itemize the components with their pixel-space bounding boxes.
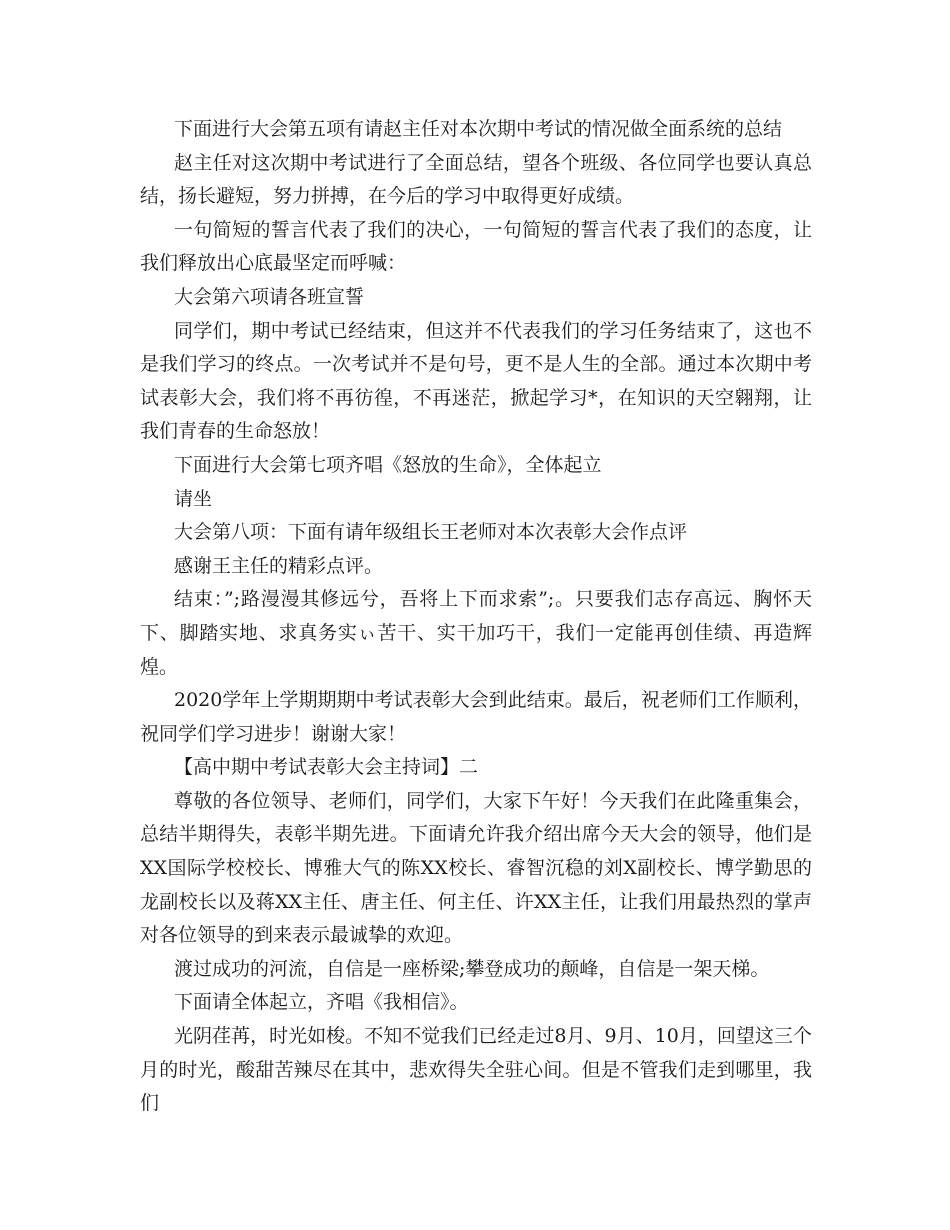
paragraph-please-sit: 请坐 xyxy=(174,487,213,510)
paragraph-confidence: 渡过成功的河流，自信是一座桥梁;攀登成功的颠峰，自信是一架天梯。 xyxy=(174,957,770,980)
paragraph-closing: 结束：”;路漫漫其修远兮，吾将上下而求索”;。只要我们志存高远、胸怀天下、脚踏实地、求真务实ぃ苦干、实干加巧干，我们一定能再创佳绩、再造辉煌。 xyxy=(140,588,812,678)
paragraph-item-5: 下面进行大会第五项有请赵主任对本次期中考试的情况做全面系统的总结 xyxy=(174,118,783,140)
paragraph-item-6: 大会第六项请各班宣誓 xyxy=(174,285,365,308)
paragraph-summary-thanks: 赵主任对这次期中考试进行了全面总结，望各个班级、各位同学也要认真总结，扬长避短，努力拼搏，在今后的学习中取得更好成绩。 xyxy=(140,151,812,208)
document-body xyxy=(140,113,812,1121)
paragraph-meeting-end: 2020学年上学期期期中考试表彰大会到此结束。最后，祝老师们工作顺利，祝同学们学习进步！谢谢大家！ xyxy=(140,689,812,745)
paragraph-thanks-comment: 感谢王主任的精彩点评。 xyxy=(174,554,384,577)
paragraph-item-7: 下面进行大会第七项齐唱《怒放的生命》，全体起立 xyxy=(174,453,602,476)
paragraph-greeting: 尊敬的各位领导、老师们，同学们，大家下午好！今天我们在此隆重集会，总结半期得失，表彰半期先进。下面请允许我介绍出席今天大会的领导，他们是XX国际学校校长、博雅大气的陈XX校长、睿智沉稳的刘X副校长、博学勤思的龙副校长以及蒋XX主任、唐主任、何主任、许XX主任，让我们用最热烈的掌声对各位领导的到来表示最诚挚的欢迎。 xyxy=(140,789,812,947)
paragraph-students-address: 同学们，期中考试已经结束，但这并不代表我们的学习任务结束了，这也不是我们学习的终点。一次考试并不是句号，更不是人生的全部。通过本次期中考试表彰大会，我们将不再彷徨，不再迷茫，掀起学习*，在知识的天空翱翔，让我们青春的生命怒放！ xyxy=(140,319,812,443)
section-heading: 【高中期中考试表彰大会主持词】二 xyxy=(174,756,479,779)
paragraph-time-passes: 光阴荏苒，时光如梭。不知不觉我们已经走过8月、9月、10月，回望这三个月的时光，酸甜苦辣尽在其中，悲欢得失全驻心间。但是不管我们走到哪里，我们 xyxy=(140,1025,812,1115)
paragraph-oath-intro: 一句简短的誓言代表了我们的决心，一句简短的誓言代表了我们的态度，让我们释放出心底最坚定而呼喊： xyxy=(140,218,812,275)
paragraph-item-8: 大会第八项：下面有请年级组长王老师对本次表彰大会作点评 xyxy=(174,521,688,544)
paragraph-sing-song: 下面请全体起立，齐唱《我相信》。 xyxy=(174,991,469,1014)
